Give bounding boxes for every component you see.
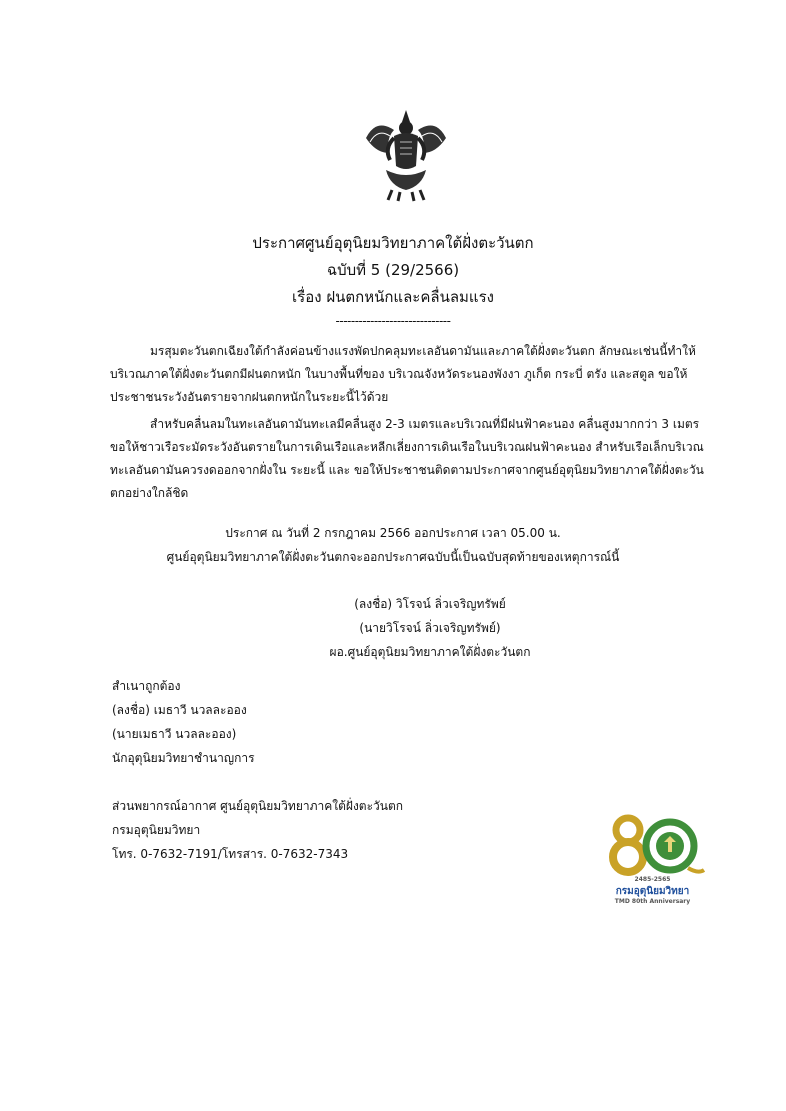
announce-final-note: ศูนย์อุตุนิยมวิทยาภาคใต้ฝั่งตะวันตกจะออกประกาศฉบับนี้เป็นฉบับสุดท้ายของเหตุการณ์นี้ <box>166 550 620 564</box>
divider: ------------------------------ <box>335 314 451 328</box>
copy-certified: สำเนาถูกต้อง <box>112 679 181 693</box>
copy-signed: (ลงชื่อ) เมธาวี นวลละออง <box>112 703 247 717</box>
announcement-subject: เรื่อง ฝนตกหนักและคลื่นลมแรง <box>292 288 494 306</box>
signature-position: ผอ.ศูนย์อุตุนิยมวิทยาภาคใต้ฝั่งตะวันตก <box>329 645 531 659</box>
announcement-number: ฉบับที่ 5 (29/2566) <box>326 261 460 279</box>
footer-division: ส่วนพยากรณ์อากาศ ศูนย์อุตุนิยมวิทยาภาคใต้ฝั่งตะวันตก <box>112 799 404 813</box>
signature-signed: (ลงชื่อ) วิโรจน์ ลิ่วเจริญทรัพย์ <box>354 597 506 611</box>
logo-years: 2485-2565 <box>634 876 671 883</box>
tmd-80th-anniversary-logo <box>600 812 705 912</box>
paragraph-text: มรสุมตะวันตกเฉียงใต้กำลังค่อนข้างแรงพัดปกคลุมทะเลอันดามันและภาคใต้ฝั่งตะวันตก ลักษณะเช่นนี้ทำให้บริเวณภาคใต้ฝั่งตะวันตกมีฝนตกหนัก ในบางพื้นที่ของ บริเวณจังหวัดระนองพังงา ภูเก็ต กระบี่ ตรัง และสตูล ขอให้ประชาชนระวังอันตรายจากฝนตกหนักในระยะนี้ไว้ด้วย <box>110 344 696 404</box>
signature-name: (นายวิโรจน์ ลิ่วเจริญทรัพย์) <box>359 621 501 635</box>
paragraph-text: สำหรับคลื่นลมในทะเลอันดามันทะเลมีคลื่นสูง 2-3 เมตรและบริเวณที่มีฝนฟ้าคะนอง คลื่นสูงมากกว่า 3 เมตร ขอให้ชาวเรือระมัดระวังอันตรายในการเดินเรือและหลีกเลี่ยงการเดินเรือในบริเวณฝนฟ้าคะนอง สำหรับเรือเล็กบริเวณทะเลอันดามันควรงดออกจากฝั่งใน ระยะนี้ และ ขอให้ประชาชนติดตามประกาศจากศูนย์อุตุนิยมวิทยาภาคใต้ฝั่งตะวันตกอย่างใกล้ชิด <box>110 417 704 500</box>
announce-date: ประกาศ ณ วันที่ 2 กรกฎาคม 2566 ออกประกาศ เวลา 05.00 น. <box>225 526 561 540</box>
copy-position: นักอุตุนิยมวิทยาชำนาญการ <box>112 751 255 765</box>
body-paragraph-1 <box>110 340 710 409</box>
copy-name: (นายเมธาวี นวลละออง) <box>112 727 237 741</box>
logo-org-name: กรมอุตุนิยมวิทยา <box>615 886 690 897</box>
footer-department: กรมอุตุนิยมวิทยา <box>112 823 201 837</box>
footer-phone: โทร. 0-7632-7191/โทรสาร. 0-7632-7343 <box>112 847 349 861</box>
garuda-emblem-icon <box>356 108 456 203</box>
anniversary-80-icon <box>600 812 705 882</box>
logo-tagline: TMD 80th Anniversary <box>614 898 691 905</box>
body-paragraph-2 <box>110 413 710 505</box>
announcement-title: ประกาศศูนย์อุตุนิยมวิทยาภาคใต้ฝั่งตะวันตก <box>252 234 534 252</box>
